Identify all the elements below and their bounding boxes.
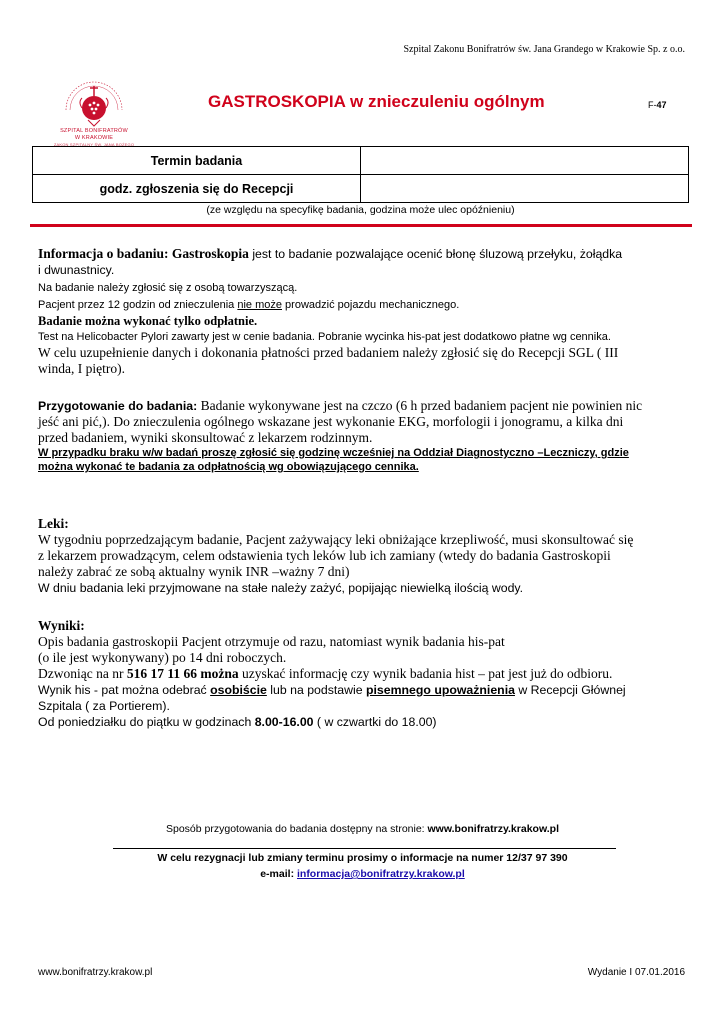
info-section bbox=[38, 246, 690, 377]
meds-heading: Leki: bbox=[38, 516, 69, 531]
pickup-line bbox=[38, 682, 690, 698]
info-heading: Informacja o badaniu: Gastroskopia bbox=[38, 246, 249, 261]
reception-time-value[interactable] bbox=[361, 175, 689, 203]
phone-post: uzyskać informację czy wynik badania hist – pat jest już do odbioru. bbox=[238, 666, 613, 681]
meds-line-3: należy zabrać ze sobą aktualny wynik INR –ważny 7 dni) bbox=[38, 564, 350, 579]
logo-arc-text: ZAKON SZPITALNY ŚW. JANA BOŻEGO bbox=[53, 142, 135, 147]
email-line bbox=[0, 868, 725, 880]
pomegranate-logo-icon bbox=[52, 72, 136, 132]
pickup-pre: Wynik his - pat można odebrać bbox=[38, 683, 211, 697]
email-link[interactable]: informacja@bonifratrzy.krakow.pl bbox=[296, 868, 465, 880]
driving-pre: Pacjent przez 12 godzin od znieczulenia bbox=[38, 299, 238, 311]
pickup-line-2: Szpitala ( za Portierem). bbox=[38, 699, 170, 713]
helicobacter-note: Test na Helicobacter Pylori zawarty jest w cenie badania. Pobranie wycinka his-pat jest dodatkowo płatne wg cennika. bbox=[38, 331, 611, 343]
phone-pre: Dzwoniąc na nr bbox=[38, 666, 127, 681]
website-link[interactable]: www.bonifratrzy.krakow.pl bbox=[427, 823, 559, 835]
driving-note bbox=[38, 297, 690, 313]
table-row bbox=[33, 175, 689, 203]
phone-bold: można bbox=[196, 666, 239, 681]
info-text-1: jest to badanie pozwalające ocenić błonę śluzową przełyku, żołądka bbox=[248, 247, 623, 261]
companion-note: Na badanie należy zgłosić się z osobą towarzyszącą. bbox=[38, 282, 298, 294]
driving-emphasis: nie może bbox=[237, 299, 282, 311]
exam-date-value[interactable] bbox=[361, 147, 689, 175]
footer-edition: Wydanie I 07.01.2016 bbox=[587, 967, 685, 978]
meds-line-1: W tygodniu poprzedzającym badanie, Pacjent zażywający leki obniżające krzepliwość, musi skonsultować się bbox=[38, 532, 634, 547]
form-prefix: F- bbox=[648, 100, 657, 110]
prep-heading: Przygotowanie do badania: bbox=[38, 399, 198, 413]
results-section bbox=[38, 618, 690, 730]
office-hours: 8.00-16.00 bbox=[254, 715, 314, 729]
email-label: e-mail: bbox=[260, 868, 297, 880]
divider bbox=[30, 224, 692, 227]
meds-section bbox=[38, 516, 690, 596]
exam-date-label: Termin badania bbox=[33, 147, 361, 175]
footer-website: www.bonifratrzy.krakow.pl bbox=[38, 967, 153, 978]
meds-line-4: W dniu badania leki przyjmowane na stałe należy zażyć, popijając niewielką ilością wody. bbox=[38, 581, 524, 595]
schedule-table bbox=[32, 146, 689, 203]
prep-section bbox=[38, 398, 690, 474]
form-code bbox=[648, 100, 667, 110]
prep-warning-2: można wykonać te badania za odpłatnością wg obowiązującego cennika. bbox=[38, 461, 419, 473]
hours-pre: Od poniedziałku do piątku w godzinach bbox=[38, 715, 255, 729]
website-pre: Sposób przygotowania do badania dostępny na stronie: bbox=[166, 823, 428, 835]
website-note bbox=[0, 823, 725, 835]
delay-note: (ze względu na specyfikę badania, godzina może ulec opóźnieniu) bbox=[206, 204, 515, 216]
meds-line-2: z lekarzem prowadzącym, celem odstawienia tych leków lub ich zamiany (wtedy do badania Gastroskopii bbox=[38, 548, 611, 563]
info-text-2: i dwunastnicy. bbox=[38, 263, 115, 277]
results-line-2: (o ile jest wykonywany) po 14 dni roboczych. bbox=[38, 650, 287, 665]
pickup-post: w Recepcji Głównej bbox=[514, 683, 626, 697]
hospital-name: Szpital Zakonu Bonifratrów św. Jana Grandego w Krakowie Sp. z o.o. bbox=[403, 44, 685, 55]
payment-line-1: W celu uzupełnienie danych i dokonania płatności przed badaniem należy zgłosić się do Recepcji SGL ( III bbox=[38, 345, 619, 360]
prep-line-1: Badanie wykonywane jest na czczo (6 h przed badaniem pacjent nie powinien nic bbox=[197, 398, 643, 413]
logo-caption bbox=[52, 128, 136, 147]
hours-post: ( w czwartki do 18.00) bbox=[313, 715, 437, 729]
prep-warning-1: W przypadku braku w/w badań proszę zgłosić się godzinę wcześniej na Oddział Diagnostyczno –Leczniczy, gdzie bbox=[38, 447, 629, 459]
paid-note: Badanie można wykonać tylko odpłatnie. bbox=[38, 314, 258, 328]
results-line-1: Opis badania gastroskopii Pacjent otrzymuje od razu, natomiast wynik badania his-pat bbox=[38, 634, 505, 649]
reception-time-label: godz. zgłoszenia się do Recepcji bbox=[33, 175, 361, 203]
pickup-personally: osobiście bbox=[210, 683, 267, 697]
logo-caption-line-1: SZPITAL BONIFRATRÓW bbox=[60, 128, 128, 134]
results-heading: Wyniki: bbox=[38, 618, 85, 633]
prep-line-2: jeść ani pić,). Do znieczulenia ogólnego wskazane jest wykonanie EKG, morfologii i jonogramu, a kilka dni bbox=[38, 414, 624, 429]
form-number: 47 bbox=[656, 100, 667, 110]
table-row bbox=[33, 147, 689, 175]
cancel-note: W celu rezygnacji lub zmiany terminu prosimy o informacje na numer 12/37 97 390 bbox=[157, 852, 568, 864]
page-title: GASTROSKOPIA w znieczuleniu ogólnym bbox=[208, 92, 545, 111]
logo-caption-line-2: W KRAKOWIE bbox=[74, 135, 114, 141]
driving-post: prowadzić pojazdu mechanicznego. bbox=[282, 299, 460, 311]
pickup-mid: lub na podstawie bbox=[266, 683, 366, 697]
divider bbox=[113, 848, 616, 849]
results-phone-line bbox=[38, 666, 690, 682]
results-phone: 516 17 11 66 bbox=[126, 666, 197, 681]
hours-line bbox=[38, 714, 690, 730]
pickup-authorization: pisemnego upoważnienia bbox=[366, 683, 515, 697]
prep-line-3: przed badaniem, wyniki skonsultować z lekarzem rodzinnym. bbox=[38, 430, 373, 445]
payment-line-2: winda, I piętro). bbox=[38, 361, 125, 376]
